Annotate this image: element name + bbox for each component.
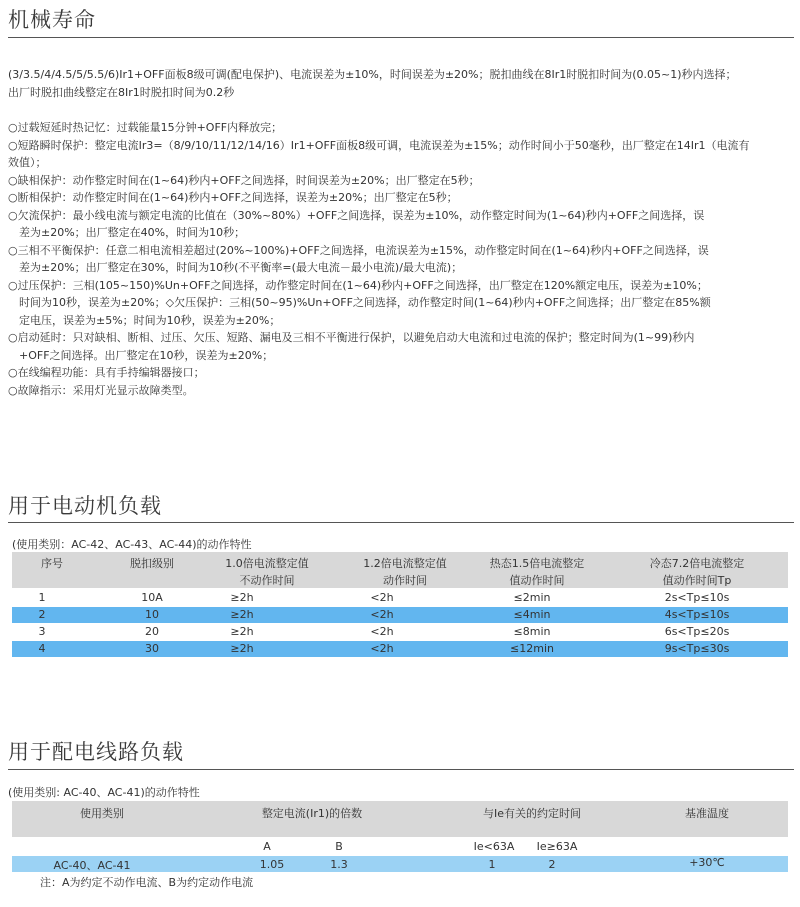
cell-seq: 1 (38, 591, 46, 604)
header-trip-class: 脱扣级别 (130, 557, 174, 570)
table-note: 注：A为约定不动作电流、B为约定动作电流 (40, 876, 254, 889)
list-item: 效值）； (8, 156, 47, 169)
list-item: ○欠流保护：最小线电流与额定电流的比值在（30%~80%）+OFF之间选择，误差为±10%，动作整定时间为(1~64)秒内+OFF之间选择，误 (8, 208, 705, 222)
cell-b: 1.3 (330, 858, 348, 871)
subheader-ie-lt-63a: Ie<63A (473, 840, 515, 853)
table-row (12, 641, 788, 657)
table-row (12, 607, 788, 623)
list-item: 差为±20%；出厂整定在30%，时间为10秒(不平衡率=(最大电流－最小电流)/最大电流)； (8, 261, 463, 274)
header-7-2x-bottom: 值动作时间Tp (662, 574, 732, 587)
cell-a: 1.05 (259, 858, 285, 871)
list-item: ○断相保护：动作整定时间在(1~64)秒内+OFF之间选择，误差为±20%；出厂整定在5秒； (8, 191, 458, 204)
table-note-row (12, 873, 788, 889)
subheader-ie-ge-63a: Ie≥63A (536, 840, 578, 853)
motor-table-caption: (使用类别：AC-42、AC-43、AC-44)的动作特性 (12, 538, 252, 551)
cell-1-2x: <2h (370, 608, 394, 621)
list-item: 时间为10秒，误差为±20%；◇欠压保护：三相(50~95)%Un+OFF之间选择，动作整定时间(1~64)秒内+OFF之间选择；出厂整定在85%额 (8, 296, 711, 309)
section-divider (8, 522, 794, 523)
cell-7-2x: 9s<Tp≤30s (664, 642, 730, 655)
cell-trip: 10A (141, 591, 163, 604)
cell-1-5x: ≤2min (513, 591, 551, 604)
cell-seq: 4 (38, 642, 46, 655)
cell-7-2x: 2s<Tp≤10s (664, 591, 730, 604)
protection-list (8, 119, 794, 399)
header-1-5x-top: 热态1.5倍电流整定 (489, 557, 585, 570)
header-1-5x-bottom: 值动作时间 (509, 574, 565, 587)
mech-intro (8, 66, 794, 101)
section-title-mechanical-life: 机械寿命 (8, 8, 96, 32)
cell-7-2x: 6s<Tp≤20s (664, 625, 730, 638)
cell-1-5x: ≤12min (510, 642, 554, 655)
dist-table-caption: (使用类别: AC-40、AC-41)的动作特性 (8, 786, 200, 799)
cell-category: AC-40、AC-41 (53, 859, 131, 872)
list-item: ○短路瞬时保护：整定电流Ir3=（8/9/10/11/12/14/16）Ir1+OFF面板8级可调，电流误差为±15%；动作时间小于50毫秒，出厂整定在14Ir1（电流有 (8, 138, 750, 152)
section-divider (8, 37, 794, 38)
motor-characteristics-table (12, 552, 788, 658)
cell-1-2x: <2h (370, 591, 394, 604)
intro-line: 出厂时脱扣曲线整定在8Ir1时脱扣时间为0.2秒 (8, 85, 235, 99)
list-item: ○缺相保护：动作整定时间在(1~64)秒内+OFF之间选择，时间误差为±20%；出厂整定在5秒； (8, 173, 480, 187)
header-1-2x-bottom: 动作时间 (383, 574, 427, 587)
distribution-characteristics-table (12, 801, 788, 891)
header-category: 使用类别 (80, 807, 124, 820)
cell-1x: ≥2h (230, 591, 254, 604)
header-1x-bottom: 不动作时间 (239, 574, 295, 587)
cell-1-5x: ≤8min (513, 625, 551, 638)
intro-line: (3/3.5/4/4.5/5/5.5/6)Ir1+OFF面板8级可调(配电保护)、电流误差为±10%，时间误差为±20%；脱扣曲线在8Ir1时脱扣时间为(0.05~1)秒内选择； (8, 68, 737, 81)
cell-time-1: 1 (488, 858, 496, 871)
list-item: ○在线编程功能：具有手持编辑器接口； (8, 366, 205, 379)
header-time: 与Ie有关的约定时间 (482, 807, 581, 820)
header-seq: 序号 (41, 557, 63, 570)
cell-1-2x: <2h (370, 625, 394, 638)
cell-time-2: 2 (548, 858, 556, 871)
cell-seq: 3 (38, 625, 46, 638)
table-header (12, 552, 788, 588)
list-item: ○过载短延时热记忆：过载能量15分钟+OFF内释放完； (8, 121, 283, 134)
list-item: 差为±20%；出厂整定在40%，时间为10秒； (8, 226, 246, 239)
cell-1x: ≥2h (230, 642, 254, 655)
table-row (12, 590, 788, 606)
table-row (12, 856, 788, 872)
header-1x-top: 1.0倍电流整定值 (225, 557, 309, 570)
section-title-motor-load: 用于电动机负载 (8, 494, 162, 518)
list-item: ○过压保护：三相(105~150)%Un+OFF之间选择，动作整定时间在(1~64)秒内+OFF之间选择，出厂整定在120%额定电压，误差为±10%； (8, 278, 708, 292)
table-header (12, 801, 788, 837)
cell-trip: 10 (145, 608, 159, 621)
list-item: ○三相不平衡保护：任意二相电流相差超过(20%~100%)+OFF之间选择，电流误差为±15%，动作整定时间在(1~64)秒内+OFF之间选择，误 (8, 243, 709, 257)
list-item: 定电压，误差为±5%；时间为10秒，误差为±20%； (8, 313, 281, 327)
subheader-b: B (335, 840, 343, 853)
cell-1x: ≥2h (230, 608, 254, 621)
header-7-2x-top: 冷态7.2倍电流整定 (649, 557, 745, 570)
table-row (12, 624, 788, 640)
list-item: +OFF之间选择。出厂整定在10秒，误差为±20%； (8, 348, 274, 362)
table-subheader (12, 839, 788, 855)
cell-seq: 2 (38, 608, 46, 621)
list-item: ○启动延时：只对缺相、断相、过压、欠压、短路、漏电及三相不平衡进行保护，以避免启动大电流和过电流的保护；整定时间为(1~99)秒内 (8, 331, 695, 344)
section-title-distribution-load: 用于配电线路负载 (8, 740, 184, 764)
cell-1-5x: ≤4min (513, 608, 551, 621)
cell-7-2x: 4s<Tp≤10s (664, 608, 730, 621)
header-temp: 基准温度 (685, 807, 729, 820)
cell-temp: +30℃ (689, 856, 725, 869)
header-multiple: 整定电流(Ir1)的倍数 (261, 807, 363, 820)
cell-trip: 30 (145, 642, 159, 655)
cell-trip: 20 (145, 625, 159, 638)
subheader-a: A (263, 840, 271, 853)
cell-1-2x: <2h (370, 642, 394, 655)
section-divider (8, 769, 794, 770)
list-item: ○故障指示：采用灯光显示故障类型。 (8, 383, 194, 397)
header-1-2x-top: 1.2倍电流整定值 (363, 557, 447, 570)
cell-1x: ≥2h (230, 625, 254, 638)
